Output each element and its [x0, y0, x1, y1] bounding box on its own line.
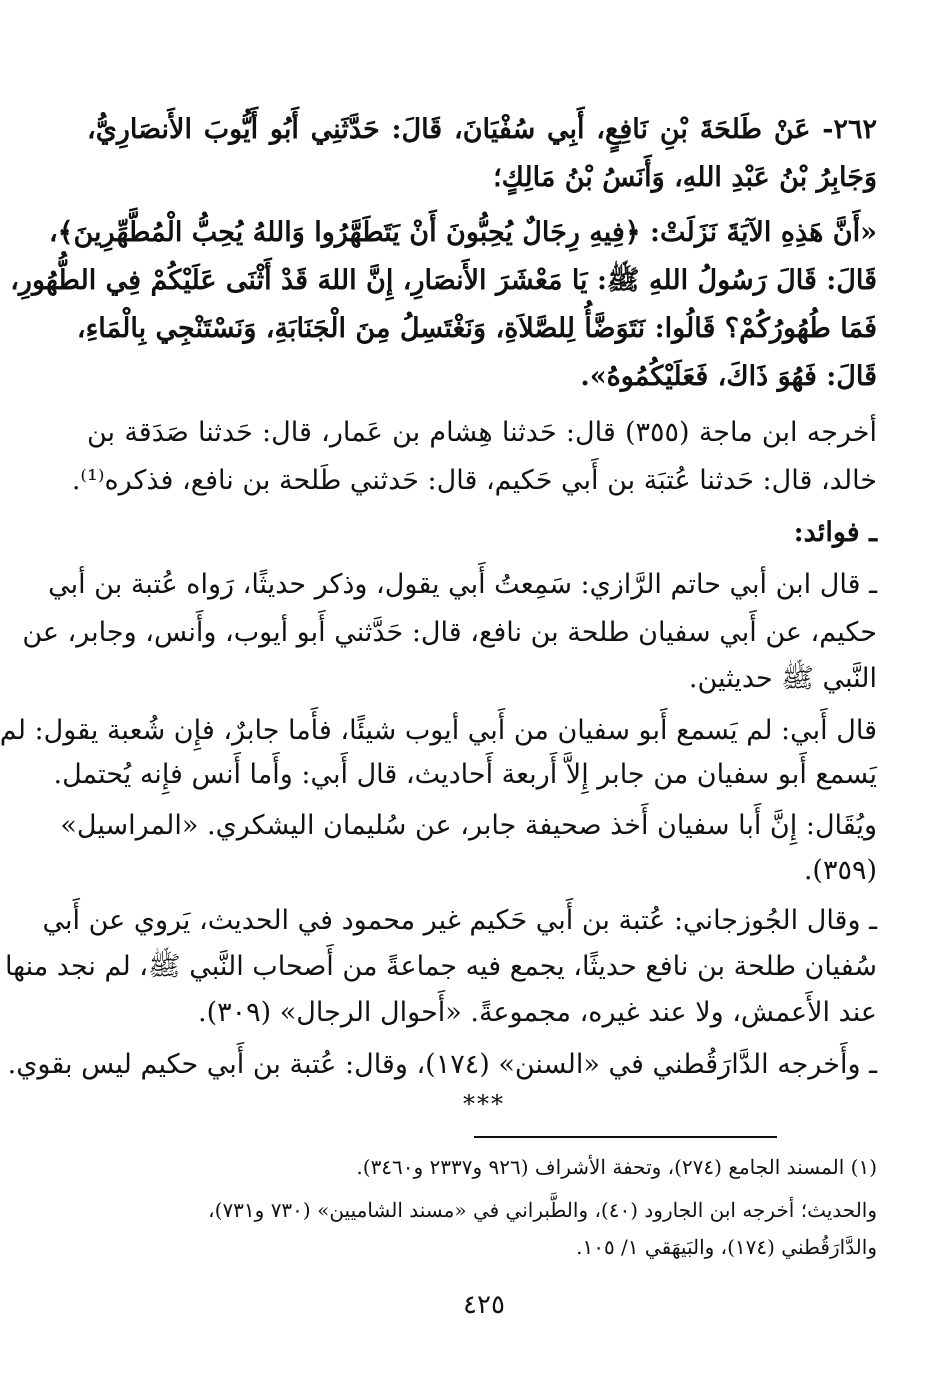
takhrij-line: خالد، قال: حَدثنا عُتبَة بن أَبي حَكيم، قال: حَدثني طَلحة بن نافع، فذكره⁽¹⁾. [71, 465, 877, 496]
paragraph-line: عند الأَعمش، ولا عند غيره، مجموعةً. «أَحوال الرجال» (٣٠٩). [198, 997, 877, 1028]
paragraph-line: النَّبي ﷺ حديثين. [688, 663, 877, 694]
paragraph-line: ـ قال ابن أبي حاتم الرَّازي: سَمِعتُ أَبي يقول، وذكر حديثًا، رَواه عُتبة بن أبي [48, 569, 877, 600]
section-separator: *** [463, 1090, 505, 1118]
hadith-line: وَجَابِرُ بْنُ عَبْدِ اللهِ، وَأَنَسُ بْنُ مَالِكٍ؛ [493, 162, 877, 193]
paragraph-line: ـ وأَخرجه الدَّارَقُطني في «السنن» (١٧٤)، وقال: عُتبة بن أَبي حكيم ليس بقوي. [7, 1049, 877, 1080]
hadith-line: قَالَ: فَهُوَ ذَاكَ، فَعَلَيْكُمُوهُ». [580, 361, 877, 392]
paragraph-line: حكيم، عن أَبي سفيان طلحة بن نافع، قال: حَدَّثني أَبو أيوب، وأَنس، وجابر، عن [22, 617, 877, 648]
takhrij-line: أخرجه ابن ماجة (٣٥٥) قال: حَدثنا هِشام بن عَمار، قال: حَدثنا صَدَقة بن [87, 417, 877, 448]
footnote-line: والحديث؛ أخرجه ابن الجارود (٤٠)، والطَّبراني في «مسند الشاميين» (٧٣٠ و٧٣١)، [208, 1198, 877, 1222]
hadith-line: قَالَ: قَالَ رَسُولُ اللهِ ﷺ: يَا مَعْشَرَ الأَنصَارِ، إِنَّ اللهَ قَدْ أَثْنَى عَلَيْكُمْ فِي الطُّهُورِ، [10, 265, 877, 296]
hadith-line: فَمَا طُهُورُكُمْ؟ قَالُوا: نَتَوَضَّأُ لِلصَّلاَةِ، وَنَغْتَسِلُ مِنَ الْجَنَابَةِ، وَنَسْتَنْجِي بِالْمَاءِ، [76, 313, 877, 344]
paragraph-line: سُفيان طلحة بن نافع حديثًا، يجمع فيه جماعةً من أَصحاب النَّبي ﷺ، لم نجد منها [4, 951, 877, 982]
hadith-line: «أَنَّ هَذِهِ الآيَةَ نَزَلَتْ: ﴿فِيهِ رِجَالٌ يُحِبُّونَ أَنْ يَتَطَهَّرُوا وَاللهُ يُحِبُّ الْمُطَّهِّرِينَ﴾، [48, 217, 877, 248]
footnote-line: والدَّارَقُطني (١٧٤)، والبَيهَقي ١/ ١٠٥. [576, 1235, 877, 1259]
paragraph-line: يَسمع أَبو سفيان من جابر إِلاَّ أَربعة أَحاديث، قال أَبي: وأَما أَنس فإِنه يُحتمل. [53, 759, 877, 790]
paragraph-line: (٣٥٩). [803, 855, 877, 886]
paragraph-line: قال أَبي: لم يَسمع أَبو سفيان من أَبي أيوب شيئًا، فأَما جابرٌ، فإِن شُعبة يقول: لم [0, 715, 877, 746]
paragraph-line: ويُقَال: إِنَّ أَبا سفيان أَخذ صحيفة جابر، عن سُليمان اليشكري. «المراسيل» [60, 810, 877, 841]
paragraph-line: ـ وقال الجُوزجاني: عُتبة بن أَبي حَكيم غير محمود في الحديث، يَروي عن أَبي [42, 905, 877, 936]
hadith-line: ٢٦٢- عَنْ طَلحَةَ بْنِ نَافِعٍ، أَبِي سُفْيَانَ، قَالَ: حَدَّثَنِي أَبُو أَيُّوبَ الأَنصَارِيُّ، [87, 114, 877, 145]
footnote-divider [474, 1136, 777, 1138]
footnote-line: (١) المسند الجامع (٢٧٤)، وتحفة الأشراف (٩٢٦ و٢٣٣٧ و٣٤٦٠). [356, 1155, 877, 1179]
section-heading: ـ فوائد: [793, 517, 877, 548]
page-number: ٤٢٥ [463, 1290, 505, 1320]
